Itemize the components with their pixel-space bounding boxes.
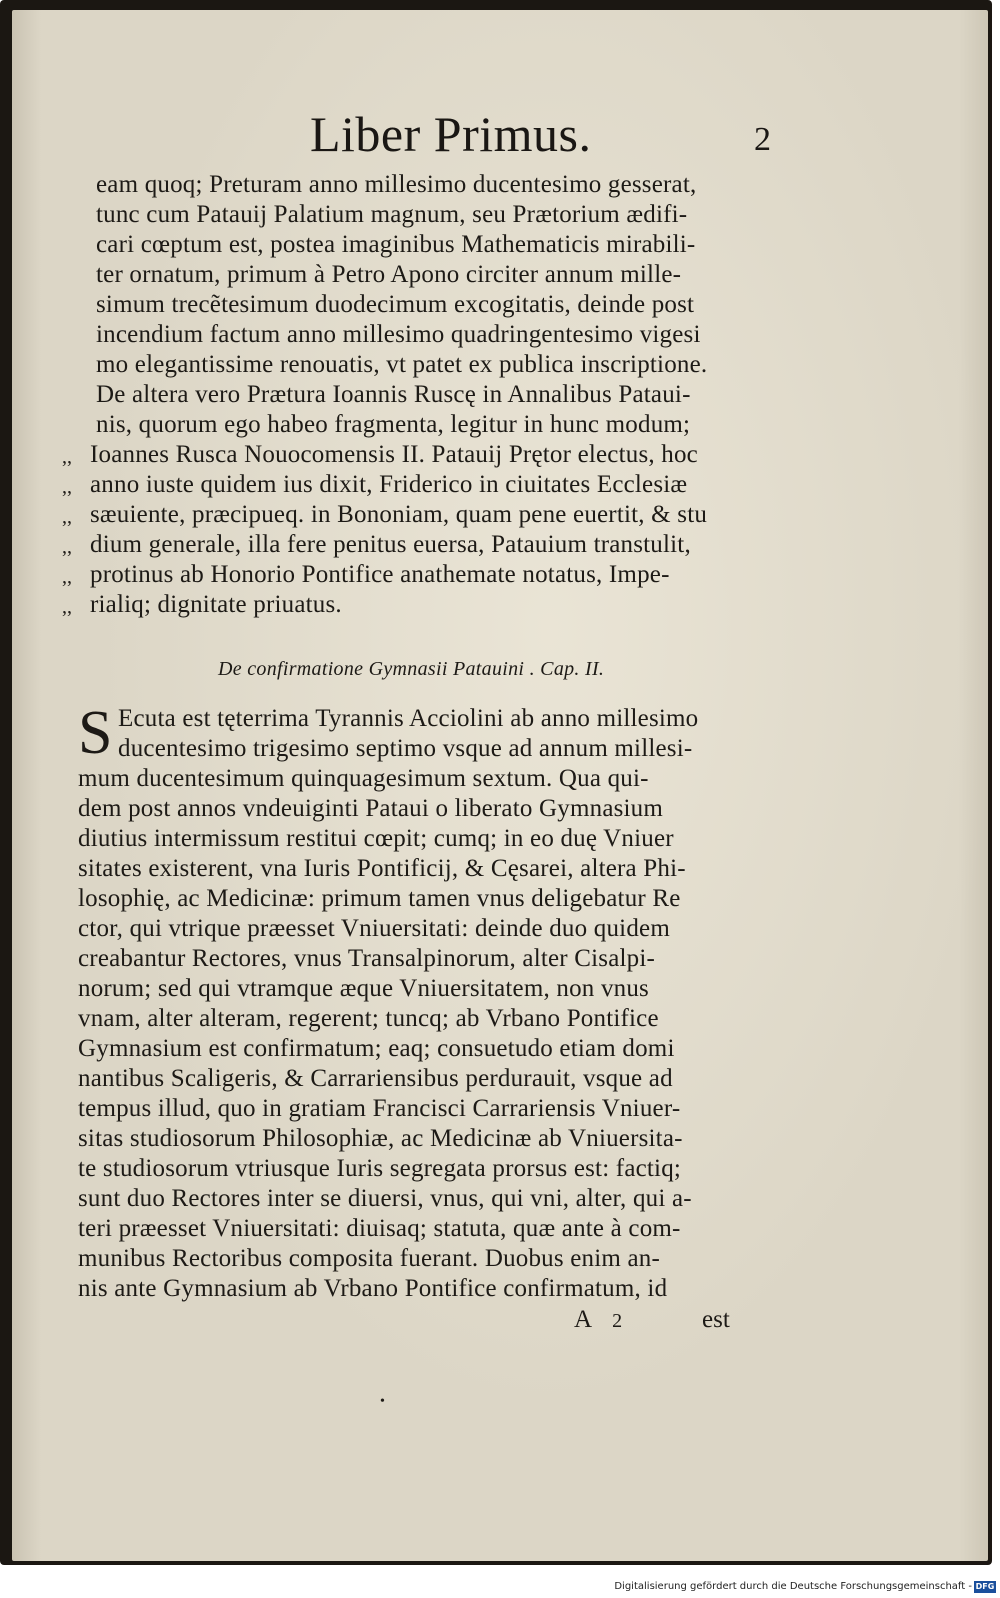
quote-mark: ,, (62, 536, 72, 558)
text-line: mum ducentesimum quinquagesimum sextum. Qua qui- (78, 765, 649, 792)
text-line: cari cœptum est, postea imaginibus Mathematicis mirabili- (96, 231, 696, 258)
text-line: ter ornatum, primum à Petro Apono circiter annum mille- (96, 261, 682, 288)
text-line: ducentesimo trigesimo septimo vsque ad annum millesi- (118, 735, 693, 762)
quote-mark: ,, (62, 476, 72, 498)
text-line: vnam, alter alteram, regerent; tuncq; ab Vrbano Pontifice (78, 1005, 659, 1032)
text-line: te studiosorum vtriusque Iuris segregata prorsus est: factiq; (78, 1155, 682, 1182)
dfg-logo: DFG (975, 1582, 995, 1591)
quote-line: rialiq; dignitate priuatus. (90, 591, 342, 618)
text-line: diutius intermissum restitui cœpit; cumq; in eo duę Vniuer (78, 825, 674, 852)
text-line: sitates existerent, vna Iuris Pontificij, & Cęsarei, altera Phi- (78, 855, 686, 882)
text-line: Ecuta est tęterrima Tyrannis Acciolini ab anno millesimo (118, 705, 699, 732)
text-line: nantibus Scaligeris, & Carrariensibus perdurauit, vsque ad (78, 1065, 673, 1092)
text-line: munibus Rectoribus composita fuerant. Duobus enim an- (78, 1245, 661, 1272)
quote-mark: ,, (62, 506, 72, 528)
digitization-credit: Digitalisierung gefördert durch die Deutsche Forschungsgemeinschaft - (614, 1581, 972, 1592)
quote-mark: ,, (62, 446, 72, 468)
text-line: losophię, ac Medicinæ: primum tamen vnus deligebatur Re (78, 885, 681, 912)
quote-line: protinus ab Honorio Pontifice anathemate notatus, Impe- (90, 561, 670, 588)
text-line: De altera vero Prætura Ioannis Ruscę in Annalibus Pataui- (96, 381, 691, 408)
quote-line: dium generale, illa fere penitus euersa, Patauium transtulit, (90, 531, 691, 558)
quote-mark: ,, (62, 596, 72, 618)
text-line: nis ante Gymnasium ab Vrbano Pontifice confirmatum, id (78, 1275, 668, 1302)
text-line: teri præesset Vniuersitati: diuisaq; statuta, quæ ante à com- (78, 1215, 681, 1242)
text-line: Gymnasium est confirmatum; eaq; consuetudo etiam domi (78, 1035, 675, 1062)
text-line: tempus illud, quo in gratiam Francisci Carrariensis Vniuer- (78, 1095, 681, 1122)
drop-cap: S (78, 699, 113, 767)
text-line: ctor, qui vtrique præesset Vniuersitati: deinde duo quidem (78, 915, 670, 942)
text-line: mo elegantissime renouatis, vt patet ex publica inscriptione. (96, 351, 708, 378)
text-line: nis, quorum ego habeo fragmenta, legitur in hunc modum; (96, 411, 691, 438)
text-line: eam quoq; Preturam anno millesimo ducentesimo gesserat, (96, 171, 697, 198)
text-line: sitas studiosorum Philosophiæ, ac Medicinæ ab Vniuersita- (78, 1125, 683, 1152)
catchword: est (702, 1306, 730, 1333)
text-line: dem post annos vndeuiginti Pataui o liberato Gymnasium (78, 795, 664, 822)
text-line: simum trecẽtesimum duodecimum excogitatis, deinde post (96, 291, 695, 318)
ink-speck: • (380, 1394, 385, 1409)
signature-mark (574, 1306, 622, 1334)
page-number: 2 (754, 121, 771, 158)
quote-mark: ,, (62, 566, 72, 588)
book-page (12, 10, 988, 1561)
signature-letter: A (574, 1306, 593, 1333)
chapter-heading: De confirmatione Gymnasii Patauini . Cap. II. (218, 658, 605, 680)
running-header (12, 105, 988, 175)
quote-line: Ioannes Rusca Nouocomensis II. Patauij Prętor electus, hoc (90, 441, 698, 468)
quote-line: anno iuste quidem ius dixit, Friderico in ciuitates Ecclesiæ (90, 471, 688, 498)
text-line: sunt duo Rectores inter se diuersi, vnus, qui vni, alter, qui a- (78, 1185, 692, 1212)
page-title: Liber Primus. (310, 106, 592, 162)
text-line: creabantur Rectores, vnus Transalpinorum, alter Cisalpi- (78, 945, 656, 972)
text-line: incendium factum anno millesimo quadringentesimo vigesi (96, 321, 701, 348)
quote-line: sæuiente, præcipueq. in Bononiam, quam pene euertit, & stu (90, 501, 708, 528)
text-line: norum; sed qui vtramque æque Vniuersitatem, non vnus (78, 975, 649, 1002)
text-line: tunc cum Patauij Palatium magnum, seu Prætorium ædifi- (96, 201, 688, 228)
signature-number: 2 (612, 1310, 623, 1332)
